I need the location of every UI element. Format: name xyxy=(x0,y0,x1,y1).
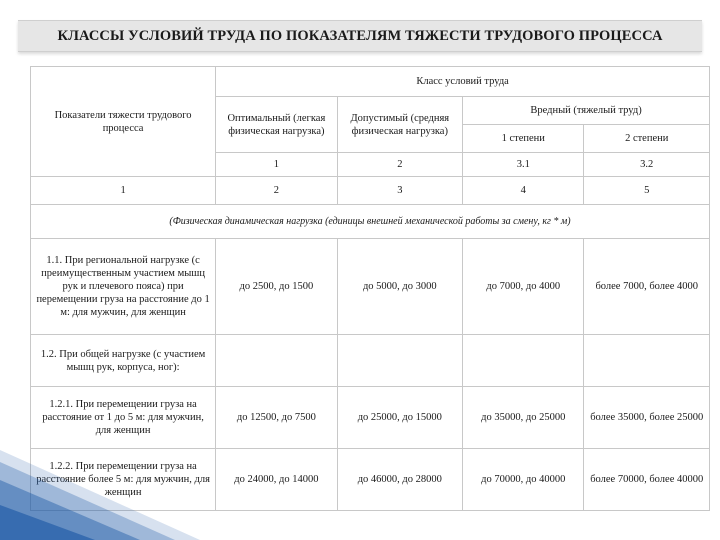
cell-degree-2: более 35000, более 25000 xyxy=(584,387,710,449)
header-indicators: Показатели тяжести трудового процесса xyxy=(31,67,216,177)
header-harmful: Вредный (тяжелый труд) xyxy=(463,97,710,125)
code-degree-1: 3.1 xyxy=(463,153,584,177)
code-degree-2: 3.2 xyxy=(584,153,710,177)
cell-optimal: до 24000, до 14000 xyxy=(216,449,337,511)
cell-degree-2: более 7000, более 4000 xyxy=(584,239,710,335)
cell-optimal: до 12500, до 7500 xyxy=(216,387,337,449)
cell-acceptable: до 46000, до 28000 xyxy=(337,449,463,511)
row-label: 1.2.2. При перемещении груза на расстояние более 5 м: для мужчин, для женщин xyxy=(31,449,216,511)
cell-optimal xyxy=(216,335,337,387)
cell-acceptable xyxy=(337,335,463,387)
page-title xyxy=(18,20,702,52)
cell-optimal: до 2500, до 1500 xyxy=(216,239,337,335)
cell-acceptable: до 5000, до 3000 xyxy=(337,239,463,335)
cell-degree-2 xyxy=(584,335,710,387)
title-text: КЛАССЫ УСЛОВИЙ ТРУДА ПО ПОКАЗАТЕЛЯМ ТЯЖЕСТИ ТРУДОВОГО ПРОЦЕССА xyxy=(57,27,663,44)
header-optimal: Оптимальный (легкая физическая нагрузка) xyxy=(216,97,337,153)
column-number: 2 xyxy=(216,177,337,205)
row-label: 1.2. При общей нагрузке (с участием мышц рук, корпуса, ног): xyxy=(31,335,216,387)
column-number: 3 xyxy=(337,177,463,205)
cell-acceptable: до 25000, до 15000 xyxy=(337,387,463,449)
column-number: 4 xyxy=(463,177,584,205)
cell-degree-1: до 7000, до 4000 xyxy=(463,239,584,335)
cell-degree-1 xyxy=(463,335,584,387)
row-label: 1.1. При региональной нагрузке (с преимущественным участием мышц рук и плечевого пояса) при перемещении груза на расстояние до 1 м: для мужчин, для женщин xyxy=(31,239,216,335)
code-acceptable: 2 xyxy=(337,153,463,177)
column-number: 1 xyxy=(31,177,216,205)
cell-degree-1: до 35000, до 25000 xyxy=(463,387,584,449)
code-optimal: 1 xyxy=(216,153,337,177)
cell-degree-2: более 70000, более 40000 xyxy=(584,449,710,511)
column-number: 5 xyxy=(584,177,710,205)
header-acceptable: Допустимый (средняя физическая нагрузка) xyxy=(337,97,463,153)
header-degree-2: 2 степени xyxy=(584,125,710,153)
header-class: Класс условий труда xyxy=(216,67,710,97)
row-label: 1.2.1. При перемещении груза на расстояние от 1 до 5 м: для мужчин, для женщин xyxy=(31,387,216,449)
working-conditions-table xyxy=(30,66,710,511)
section-heading: (Физическая динамическая нагрузка (единицы внешней механической работы за смену, кг * м) xyxy=(31,205,710,239)
header-degree-1: 1 степени xyxy=(463,125,584,153)
cell-degree-1: до 70000, до 40000 xyxy=(463,449,584,511)
